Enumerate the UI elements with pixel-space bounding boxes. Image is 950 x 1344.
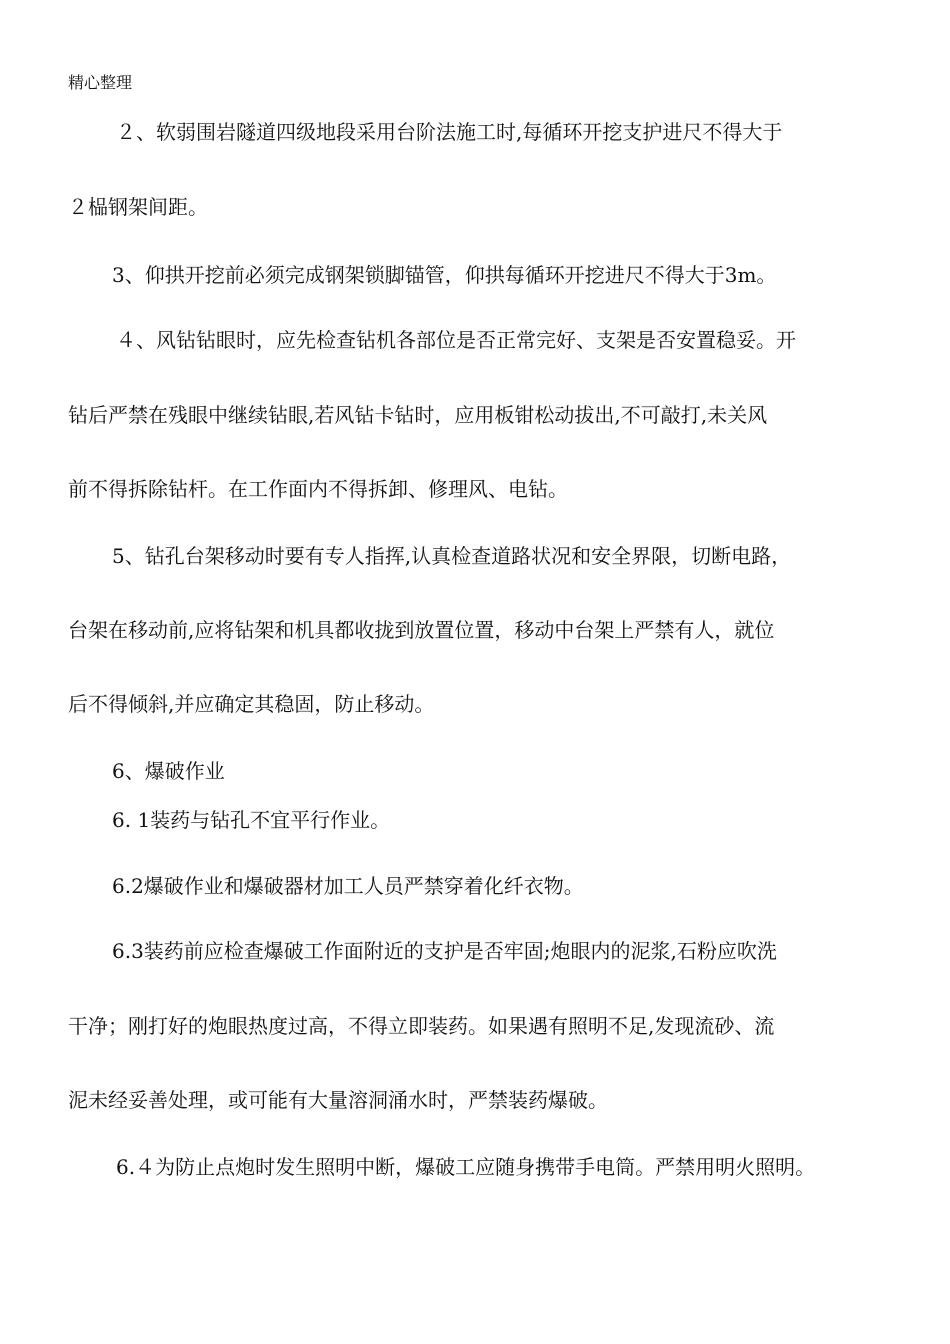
- paragraph-line: 6.2爆破作业和爆破器材加工人员严禁穿着化纤衣物。: [112, 874, 584, 898]
- paragraph-line: 6.3装药前应检查爆破工作面附近的支护是否牢固;炮眼内的泥浆,石粉应吹洗: [112, 939, 777, 963]
- paragraph-line: 6.４为防止点炮时发生照明中断，爆破工应随身携带手电筒。严禁用明火照明。: [116, 1155, 816, 1179]
- page-header: 精心整理: [68, 73, 133, 92]
- paragraph-line: 3、仰拱开挖前必须完成钢架锁脚锚管，仰拱每循环开挖进尺不得大于3m。: [112, 263, 777, 287]
- paragraph-line: 泥未经妥善处理，或可能有大量溶洞涌水时，严禁装药爆破。: [68, 1088, 608, 1112]
- paragraph-line: ２榀钢架间距。: [68, 195, 208, 219]
- paragraph-line: 干净；刚打好的炮眼热度过高，不得立即装药。如果遇有照明不足,发现流砂、流: [68, 1014, 775, 1038]
- section-heading: 6、爆破作业: [112, 759, 225, 783]
- paragraph-line: ４、风钻钻眼时，应先检查钻机各部位是否正常完好、支架是否安置稳妥。开: [116, 328, 796, 352]
- paragraph-line: 6. 1装药与钻孔不宜平行作业。: [112, 808, 391, 832]
- paragraph-line: 钻后严禁在残眼中继续钻眼,若风钻卡钻时，应用板钳松动拔出,不可敲打,未关风: [68, 403, 768, 427]
- paragraph-line: 后不得倾斜,并应确定其稳固，防止移动。: [68, 692, 435, 716]
- paragraph-line: 台架在移动前,应将钻架和机具都收拢到放置位置，移动中台架上严禁有人，就位: [68, 618, 775, 642]
- paragraph-line: 前不得拆除钻杆。在工作面内不得拆卸、修理风、电钻。: [68, 477, 568, 501]
- paragraph-line: 5、钻孔台架移动时要有专人指挥,认真检查道路状况和安全界限，切断电路，: [112, 544, 792, 568]
- paragraph-line: ２、软弱围岩隧道四级地段采用台阶法施工时,每循环开挖支护进尺不得大于: [116, 120, 783, 144]
